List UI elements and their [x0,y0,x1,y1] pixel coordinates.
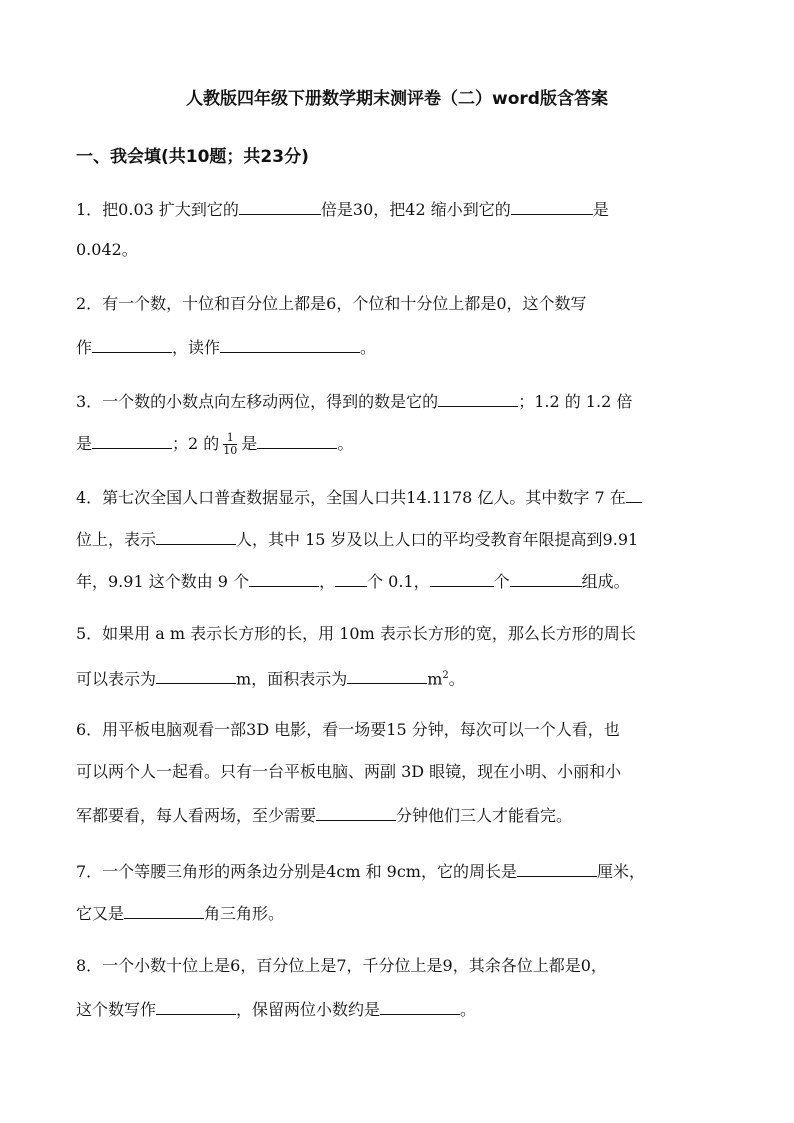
answer-blank[interactable] [156,998,236,1015]
q7-text-b: 厘米， [596,862,645,881]
answer-blank[interactable] [335,570,367,587]
answer-blank[interactable] [249,570,319,587]
q2-text-b: 作 [76,338,93,357]
q3-text-b: ；1.2 的 1.2 倍 [518,392,633,411]
answer-blank[interactable] [156,667,236,684]
question-3-line-1 [76,390,632,412]
q5-text-e: 。 [448,669,465,689]
question-2-line-2 [76,336,376,358]
answer-blank[interactable] [510,570,582,587]
q3-text-f: 。 [337,434,354,453]
q4-text-g: 个 [493,572,510,591]
q6-text-c: 军都要看，每人看两场，至少需要 [76,806,317,825]
answer-blank[interactable] [257,432,337,449]
question-7-line-1 [76,860,645,882]
question-8-line-2 [76,998,476,1020]
q7-text-c: 它又是 [76,904,125,923]
q4-text-h: 组成。 [581,572,630,591]
question-6-line-1: 6．用平板电脑观看一部3D 电影，看一场要15 分钟，每次可以一个人看，也 [76,720,620,739]
question-5-line-1: 5．如果用 a m 表示长方形的长，用 10m 表示长方形的宽，那么长方形的周长 [76,624,636,643]
q3-text-d: ；2 的 [172,434,220,453]
question-4-line-1 [76,486,642,508]
q4-text-b: 位上，表示 [76,530,157,549]
section-heading: 一、我会填(共10题；共23分) [76,147,309,167]
q8-text-b: 这个数写作 [76,1000,157,1019]
answer-blank[interactable] [511,198,593,215]
q1-text-a: 1．把0.03 扩大到它的 [76,200,239,219]
answer-blank[interactable] [438,390,518,407]
q1-text-c: 是 [592,200,609,219]
answer-blank[interactable] [316,804,396,821]
q4-text-a: 4．第七次全国人口普查数据显示，全国人口共14.1178 亿人。其中数字 7 在 [76,488,626,507]
question-7-line-2 [76,902,284,924]
question-5-line-2 [76,666,465,689]
q5-text-d: m [427,669,443,689]
superscript: 2 [442,670,449,681]
q8-text-d: 。 [460,1000,477,1019]
answer-blank[interactable] [92,336,172,353]
answer-blank[interactable] [430,570,494,587]
q7-text-a: 7．一个等腰三角形的两条边分别是4cm 和 9cm，它的周长是 [76,862,517,881]
q3-text-e: 是 [241,434,258,453]
answer-blank[interactable] [626,486,642,503]
question-8-line-1: 8．一个小数十位上是6，百分位上是7，千分位上是9，其余各位上都是0， [76,956,607,975]
q8-text-c: ，保留两位小数约是 [236,1000,381,1019]
q3-text-a: 3．一个数的小数点向左移动两位，得到的数是它的 [76,392,439,411]
answer-blank[interactable] [92,432,172,449]
q4-text-d: 年，9.91 这个数由 9 个 [76,572,250,591]
answer-blank[interactable] [347,667,427,684]
q4-text-f: 个 0.1， [367,572,430,591]
q4-text-c: 人，其中 15 岁及以上人口的平均受教育年限提高到9.91 [236,530,639,549]
answer-blank[interactable] [156,528,236,545]
q6-text-d: 分钟他们三人才能看完。 [396,806,573,825]
question-1-line-2: 0.042。 [76,240,138,259]
question-1-line-1 [76,198,609,220]
question-6-line-3 [76,804,572,826]
answer-blank[interactable] [517,860,597,877]
answer-blank[interactable] [380,998,460,1015]
question-3-line-2 [76,432,353,457]
q4-text-e: ， [319,572,336,591]
question-4-line-2 [76,528,638,550]
fraction-numerator: 1 [223,432,237,445]
answer-blank[interactable] [239,198,321,215]
fraction-denominator: 10 [223,444,238,457]
answer-blank[interactable] [220,336,360,353]
q3-text-c: 是 [76,434,93,453]
question-2-line-1: 2．有一个数，十位和百分位上都是6，个位和十分位上都是0，这个数写 [76,294,587,313]
fraction [223,432,237,457]
q7-text-d: 角三角形。 [204,904,285,923]
q1-text-b: 倍是30，把42 缩小到它的 [320,200,511,219]
q5-text-b: 可以表示为 [76,669,157,689]
page-title: 人教版四年级下册数学期末测评卷（二）word版含答案 [186,89,608,109]
q2-text-d: 。 [360,338,377,357]
q5-text-c: m，面积表示为 [236,669,348,689]
q2-text-c: ，读作 [172,338,221,357]
answer-blank[interactable] [124,902,204,919]
question-4-line-3 [76,570,630,592]
question-6-line-2: 可以两个人一起看。只有一台平板电脑、两副 3D 眼镜，现在小明、小丽和小 [76,762,622,781]
